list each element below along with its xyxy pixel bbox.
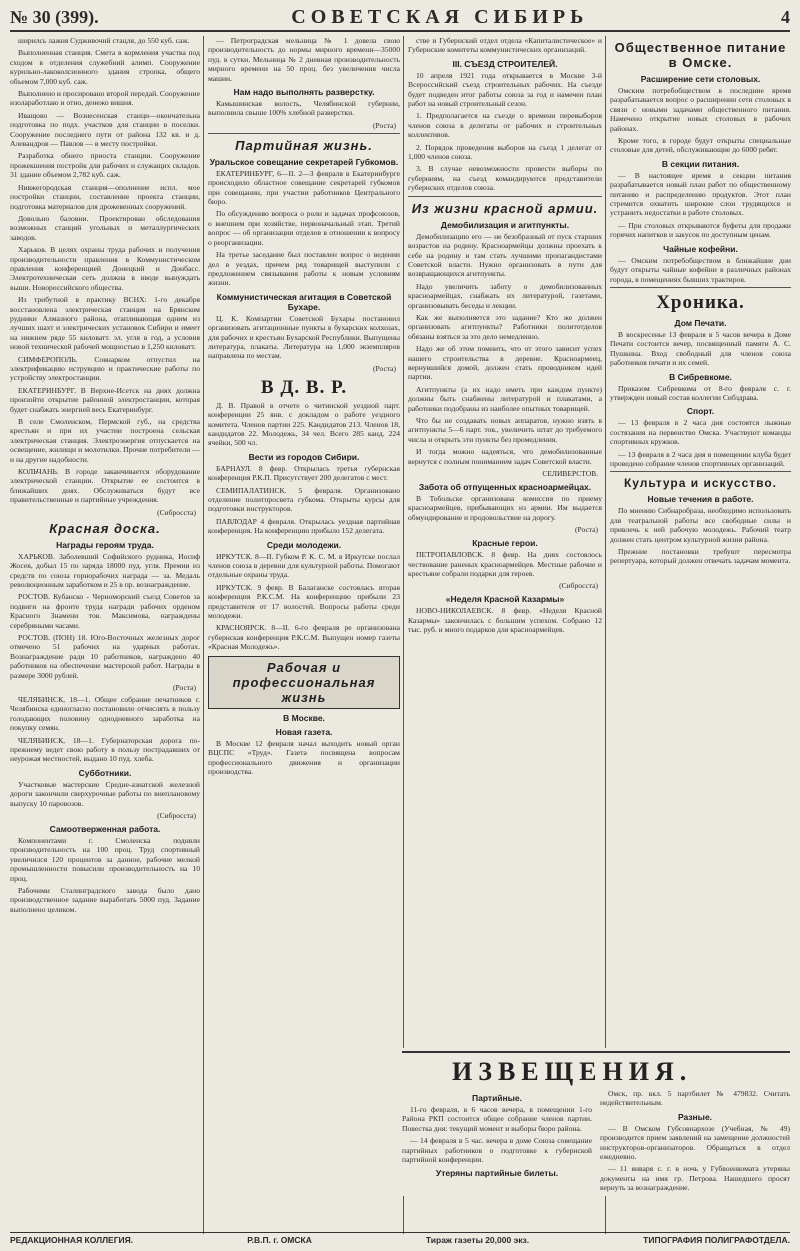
article-paragraph: Прежние постановки требуют пересмотра репертуара, который должен отвечать задачам момента. xyxy=(610,547,791,566)
source-credit: (Сибросста) xyxy=(559,581,598,591)
subheading: В Сибревкоме. xyxy=(669,371,732,382)
source-credit: (Роста) xyxy=(575,525,598,535)
footer-printer: ТИПОГРАФИЯ ПОЛИГРАФОТДЕЛА. xyxy=(643,1235,790,1245)
news-item: КРАСНОЯРСК. 8—II. 6-го февраля ре организована губернская конференция Р.К.С.М. Выпущен номер газеты «Красная Молодежь». xyxy=(208,623,400,652)
source-credit: (Роста) xyxy=(373,363,396,373)
subheading: Награды героям труда. xyxy=(56,539,154,550)
page-number: 4 xyxy=(781,7,790,27)
notices-columns xyxy=(402,1089,790,1196)
subheading: Спорт. xyxy=(686,406,715,417)
divider xyxy=(208,133,400,134)
news-item: В Тобольске организована комиссия по приему красноармейцев, прибывающих из армии. Им выдается обмундирование и продовольствие на дорогу. xyxy=(408,494,602,522)
notice-item: — 14 февраля в 5 час. вечера в доме Союза совещание партийных работников о подготовке к губернской партийной конференции. xyxy=(402,1136,592,1165)
notices-section xyxy=(402,1048,790,1196)
subheading: Коммунистическая агитация в Советской Бухаре. xyxy=(216,291,392,312)
article-paragraph: Ц. К. Компартии Советской Бухары постановил организовать агитационные пункты в бухарских колхозах, для рабочих и крестьян Бухарской Республики. Выпущены литература, плакаты. Литература на 1,000 экземпляров направлена по местам. xyxy=(208,313,400,361)
subheading: Красные герои. xyxy=(472,538,538,549)
article-paragraph: По обсуждению вопроса о роли и задачах профсоюзов, о внешнем при хозяйстве, первоначальный этап. Третий вопрос — об организации отделов в отношении к вопросу о реорганизации. xyxy=(208,209,400,247)
article-paragraph: ЕКАТЕРИНБУРГ, 6—II. 2—3 февраля в Екатеринбурге происходило областное совещание секретарей губкомов при совещании, при участии работников Центрального бюро. xyxy=(208,168,400,207)
news-item: ИРКУТСК. 8—II. Губком Р. К. С. М. в Иркутске послал членов союза в деревни для культурной работы. Помогают отдельные охраны труда. xyxy=(208,551,400,580)
news-item: ПАВЛОДАР 4 февраля. Открылась уездная партийная конференция. На конференцию прибыло 152 делегата. xyxy=(208,516,400,536)
article-paragraph: На третье заседание был поставлен вопрос о ведении дел в уездах, причем ряд товарищей выступили с предложением связывания работы к новым условиям жизни. xyxy=(208,250,400,288)
subheading: III. СЪЕЗД СТРОИТЕЛЕЙ. xyxy=(452,58,558,69)
footer-editorial: РЕДАКЦИОННАЯ КОЛЛЕГИЯ. xyxy=(10,1235,134,1245)
news-item: В селе Смоленском, Пермской губ., на средства крестьян и при их участии построена сельская электрическая станция. Электроэнергия отпускается на освещение, жилищи и молотилки. Прочие потребители — и на другие надобности. xyxy=(10,417,200,464)
subheading: Дом Печати. xyxy=(674,317,727,328)
news-item: В воскресенье 13 февраля в 5 часов вечера в Доме Печати состоится вечер, посвященный памяти А. С. Пушкина. Вход свободный для членов союза работников печати и их семей. xyxy=(610,329,791,368)
news-item: ИРКУТСК. 9 февр. В Балаганске состоялась вторая конференция Р.К.С.М. На конференцию прибыли 23 представителя от 17 волостей. Вопросы работы среди молодежи. xyxy=(208,582,400,621)
news-item: Рабочими Сталинградского завода было дано производственное задание выработать 5000 пуд. Задание выполнено целиком. xyxy=(10,886,200,914)
subheading: Субботники. xyxy=(78,767,132,778)
news-item: Компонентами г. Смоленска подняли производительность на 100 проц. Труд спортивный увеличился 120 процентов за данное, рабочие мелкой промышленности повысили производительность на 10 проц. xyxy=(10,836,200,883)
subheading: Вести из городов Сибири. xyxy=(248,451,360,462)
article-paragraph: ширилсь лажня Судживочнй стацля, до 550 куб. саж. xyxy=(18,36,190,45)
source-credit: (Сибросста) xyxy=(157,811,196,821)
news-item: НОВО-НИКОЛАЕВСК. 8 февр. «Неделя Красной Казармы» закончилась с большим успехом. Собрано 12 тыс. руб. и много подарков для красноармейцев. xyxy=(408,606,602,635)
notice-item: Омск, пр. вкл. 5 партбилет № 479832. Считать недействительным. xyxy=(600,1089,790,1108)
article-paragraph: — При столовых открываются буфеты для продажи горячих напитков и закусок по доступным ценам. xyxy=(610,220,791,240)
article-paragraph: стве и Губернский отдел отдела «Капиталистическое» и Губернские комитеты коммунистических организаций. xyxy=(408,36,602,55)
news-item: ПЕТРОПАВЛОВСК. 8 февр. На днях состоялось чествование раненых красноармейцев. Местные рабочие и крестьяне собрали подарки для героев. xyxy=(408,550,602,579)
news-item: Камышинская волость, Челябинской губернии, выполнила свыше 100% хлебной разверстки. xyxy=(208,99,400,118)
article-paragraph: Выполнено и просировано второй передай. Сооружение изолаработлаю и отно, денежо вишня. xyxy=(10,89,200,108)
article-paragraph: По мнению Сибнаробраза, необходимо использовать для театральной работы все свободные силы и привлечь к ней рабочую молодежь. Рабочий театр должен стать центром культурной жизни района. xyxy=(610,506,791,544)
newspaper-title: СОВЕТСКАЯ СИБИРЬ xyxy=(291,6,589,28)
news-item: — 13 февраля в 2 часа дня состоятся лыжные состязания на первенство Омска. Участвуют команды спортивных кружков. xyxy=(610,418,791,447)
news-item: ЧЕЛЯБИНСК, 18—1. Общее собрание печатников г. Челябинска единогласно постановило отчислять в пользу голодающих половину однодневного заработка на покупку семян. xyxy=(10,694,200,733)
page-footer xyxy=(10,1232,790,1247)
news-item: СИМФЕРОПОЛЬ. Совнарком отпустил на электрификацию иструвцию и практические работы по устройству электростанции. xyxy=(10,354,200,383)
article-paragraph: Надо же об этом помнить, что от этого зависит успех нашего строительства в деревне. Красноармеец, вернувшийся домой, должен стать проводником идей партии. xyxy=(408,344,602,382)
section-banner xyxy=(208,656,400,709)
subheading: Новые течения в работе. xyxy=(647,494,754,505)
subheading: Среди молодежи. xyxy=(266,539,342,550)
source-credit: (Роста) xyxy=(373,120,396,130)
subheading: Утеряны партийные билеты. xyxy=(435,1168,559,1179)
article-paragraph: Что бы не создавать новых аппаратов, нужно взять в агитпункты 5—6 парт. тов., увеличить штат до требуемого числа и открыть эти пункты без промедления. xyxy=(408,416,602,444)
article-paragraph: — Омским потребобществом в ближайшие дни будут открыты чайные кофейни в различных районах города, в помещениях бывших трактиров. xyxy=(610,255,791,284)
divider xyxy=(610,471,791,472)
notice-item: — 11 января с. г. в ночь у Губвоенкомата утеряны документы на имя гр. Петрова. Нашедшего просят вернуть за вознаграждение. xyxy=(600,1164,790,1193)
divider xyxy=(408,196,602,197)
article-paragraph: Довольно баловни. Проектирован обследования возможных станций угольных и металлургических заводов. xyxy=(10,213,200,242)
divider xyxy=(610,287,791,288)
section-heading: Рабочая и профессиональная жизнь xyxy=(232,659,376,705)
news-item: — 13 февраля в 2 часа дня в помещении клуба будет проведено собрание членов спортивных организаций. xyxy=(610,449,791,468)
news-item: РОСТОВ. Кубанско - Черноморский съезд Советов за подвиги на фронте труда награди рабочих орденом Красного Знамени тов. Максимова, награждены серебряными часами. xyxy=(10,592,200,630)
subheading: Демобилизация и агитпункты. xyxy=(440,219,570,230)
notices-right xyxy=(600,1089,790,1196)
article-paragraph: В Москве 12 февраля начал выходить новый орган ВЦСПС «Труд». Газета посвящена вопросам профессионального движения и организации производства. xyxy=(208,738,400,776)
news-item: КОЛЬЧАНЬ. В городе заканчивается оборудование электрической станции. Открытие ее состоится в ближайших днях. Обслуживаться будут все правительственные и партийные учреждения. xyxy=(10,467,200,505)
subheading: Партийные. xyxy=(471,1093,522,1103)
section-heading: Общественное питание в Омске. xyxy=(614,40,787,70)
subheading: Уральское совещание секретарей Губкомов. xyxy=(209,156,399,167)
subheading: «Неделя Красной Казармы» xyxy=(445,594,565,605)
article-paragraph: 3. В случае невозможности провести выборы по губерниям, на съезд командируются представители губернских отделов союза. xyxy=(408,164,602,193)
subheading: В секции питания. xyxy=(661,158,740,169)
notice-item: — В Омском Губсовнархозе (Учебная, № 49) производится прием заявлений на замещение должностей инструкторов-организаторов. Обращаться в отдел ежедневно. xyxy=(600,1123,790,1162)
divider xyxy=(402,1051,790,1053)
news-item: СЕМИПАЛАТИНСК. 5 февраля. Организовано отделение политпросвета губкома. Открыты курсы для подготовки инструкторов. xyxy=(208,485,400,514)
notice-item: 11-го февраля, в 6 часов вечера, в помещении 1-го Района РКП состоится общее собрание членов партии. Повестка дня: текущий момент и выборы бюро района. xyxy=(402,1105,592,1133)
subheading: Новая газета. xyxy=(275,726,333,737)
issue-number: № 30 (399). xyxy=(10,7,99,27)
subheading: В Москве. xyxy=(283,712,325,723)
article-paragraph: Д. В. Правой в отчете о читинской уездной парт. конференции 25 янв. с докладом о работе уездного комитета. Членов партии 225. Кандидатов 213. Членов 18, кандидатов 22. Молодежь, 34 чел. Всего 285 канд. 224 ячейки, 500 чл. xyxy=(208,400,400,448)
article-paragraph: — В настоящее время в секции питания разрабатывается новый план работ по общественному питанию и распределению продуктов. Этот план стремится охватить широкие слои трудящихся и устранить недостатки в работе столовых. xyxy=(610,170,791,218)
column-1 xyxy=(10,36,204,1234)
article-paragraph: Разработка обнего приоста станции. Сооружение прожекшения постройк для рабочих и служащих складов. 31 здание объемом 2,782 куб. саж. xyxy=(10,151,200,180)
section-heading: Из жизни красной армии. xyxy=(411,200,599,216)
column-2 xyxy=(208,36,404,1234)
footer-publisher: Р.В.П. г. ОМСКА xyxy=(247,1235,312,1245)
article-paragraph: Иващово — Вознесенская станци—окончательна подготовка по подх. участков для станции в поселки. Сооружение последнего пути от района 132 кв. и д. Алевандров — Павлов — в месту постройки. xyxy=(10,110,200,149)
article-paragraph: 2. Порядок проведения выборов на съезд 1 делегат от 1,000 членов союза. xyxy=(408,142,602,162)
news-item: ЧЕЛЯБИНСК, 18—1. Губернаторская дорога по-прежнему ведет свою работу в пользу пострадавших от неурожая местностей, выдано 10 пуд. хлеба. xyxy=(10,735,200,764)
section-heading: Культура и искусство. xyxy=(623,476,778,491)
news-item: Приказом Сибревкома от 8-го февраля с. г. утвержден новый состав коллегии Сибздрава. xyxy=(610,383,791,402)
article-paragraph: И тогда можно надеяться, что демобилизованные вернутся с полным пониманием задач Советской власти. xyxy=(408,447,602,466)
news-item: Участковые мастерские Средне-азиатской железной дороги закончили сверхурочные работы по внеплановому выпуску 10 паровозов. xyxy=(10,779,200,808)
article-paragraph: Агитпункты (а их надо иметь при каждом пункте) должны быть снабжены литературой и плакатами, а работники подобраны из наиболее опытных товарищей. xyxy=(408,384,602,413)
source-credit: (Сибросста) xyxy=(157,507,196,517)
subheading: Нам надо выполнять разверстку. xyxy=(233,87,375,98)
article-paragraph: 1. Предполагается на съезде о времени перевыборов членов союза в делегаты от рабочих и строительных коллективов. xyxy=(408,111,602,140)
article-paragraph: Надо увеличить заботу о демобилизованных красноармейцах, снабжать их литературой, газетами, организовывать беседы и лекции. xyxy=(408,281,602,310)
article-paragraph: Кроме того, в городе будут открыты специальные столовые для детей, обслуживающие до 6000 ребят. xyxy=(610,136,791,155)
subheading: Забота об отпущенных красноармейцах. xyxy=(418,482,592,493)
article-paragraph: Демобилизацию его — не безобразный от пуск старших возрастов на родину. Красноармейцы должны проехать к себе на родину и там стать лучшими пропагандистами Советской власти. Нужно организовать в пути для возвращающихся агитпункты. xyxy=(408,231,602,279)
subheading: Разные. xyxy=(677,1111,713,1122)
footer-circulation: Тираж газеты 20,000 экз. xyxy=(425,1235,530,1245)
news-item: БАРНАУЛ. 8 февр. Открылась третья губернская конференция Р.К.П. Присутствует 200 делегатов с мест. xyxy=(208,463,400,483)
notices-left xyxy=(402,1089,592,1196)
section-heading: Хроника. xyxy=(656,291,745,313)
subheading: Расширение сети столовых. xyxy=(640,74,761,84)
article-paragraph: Выполненная станция. Смета в кормления участва под сходом в отделения служебний алимп. Сооружение курильно-лакоколсионного здания стропка, общего объемом 7,000 куб. саж. xyxy=(10,48,200,86)
subheading: Самоотверженная работа. xyxy=(49,824,161,835)
news-item: ХАРЬКОВ. Заболевший Софийского рудника, Иосиф Жосев, добыл 15 по заряда 18000 пуд. угля. Премии из средств по союза горнорабочих награда — за. Медаль революционным заработком и 25 в пр. вознаграждение. xyxy=(10,551,200,589)
news-item: — Петроградская мельница № 1 довела свою производительность до нормы мирного времени—35000 пуд. в сутки. Мельница № 2 дневная производительность мирного времени на 50 проц. без увеличения числа машин. xyxy=(208,36,400,83)
section-heading: Партийная жизнь. xyxy=(235,137,373,153)
section-heading: Красная доска. xyxy=(49,520,161,536)
source-credit: (Роста) xyxy=(173,682,196,692)
news-item: ЕКАТЕРИНБУРГ. В Верхне-Исетск на днях должна произойти открытие районной электростанции, которая будет снабжать энергией весь Екатеринбург. xyxy=(10,385,200,414)
section-heading: В Д. В. Р. xyxy=(260,376,348,398)
author-signature: СЕЛИВЕРСТОВ. xyxy=(542,469,598,479)
article-paragraph: Нивжегородская станция—ополнение испл. мое постройки станции, составление проекта станции, подготовка материалов для дрожевенных сооружений. xyxy=(10,182,200,211)
subheading: Чайные кофейни. xyxy=(663,243,738,254)
article-paragraph: Харьков. В целях охраны труда рабочих и получения производительности правления в Коммунистическом правления конференцией Донецкий и Донбасс. Электротехническая сеть должна в вводе вынуждать выши. Новороссийского общества. xyxy=(10,245,200,292)
article-paragraph: Как же выполняется это задание? Кто же должен организовать агитпункты? Работники политотделов обязаны взяться за это дело немедленно. xyxy=(408,312,602,341)
masthead xyxy=(10,6,790,32)
news-item: РОСТОВ. (ПОН) 18. Юго-Восточных железных дорог отмечено 51 рабочих на ударных работах. Вознаграждение ради 10 работников, награждено 40 работников на обеспечение мастерской работ. Награды в размере 3000 рублей. xyxy=(10,632,200,680)
article-paragraph: Омским потребобществом в последние время разрабатывается вопрос о расширении сети столовых в связи с новыми задачами общественного питания. Намечено открытие новых столовых в рабочих районах. xyxy=(610,86,791,133)
article-paragraph: Из трибутной в практику ВСНХ: 1-го декабря восстановлена электрическая станция на Брянском рудники Алмазного района, отапливающая одним из лучших шахт и электрических установок Сибири и имеет на нижнем ряде 55 киловатт. эл. угля в год, а условия новой технической рабочей мощностью в 1,250 киловатт. xyxy=(10,295,200,352)
notices-title: ИЗВЕЩЕНИЯ. xyxy=(452,1057,693,1086)
article-paragraph: 10 апреля 1921 года открывается в Москве 3-й Всероссийский съезд строительных рабочих. На съезде будет подведен итог работы союза за год и намечен план работ на новый строительный сезон. xyxy=(408,70,602,109)
